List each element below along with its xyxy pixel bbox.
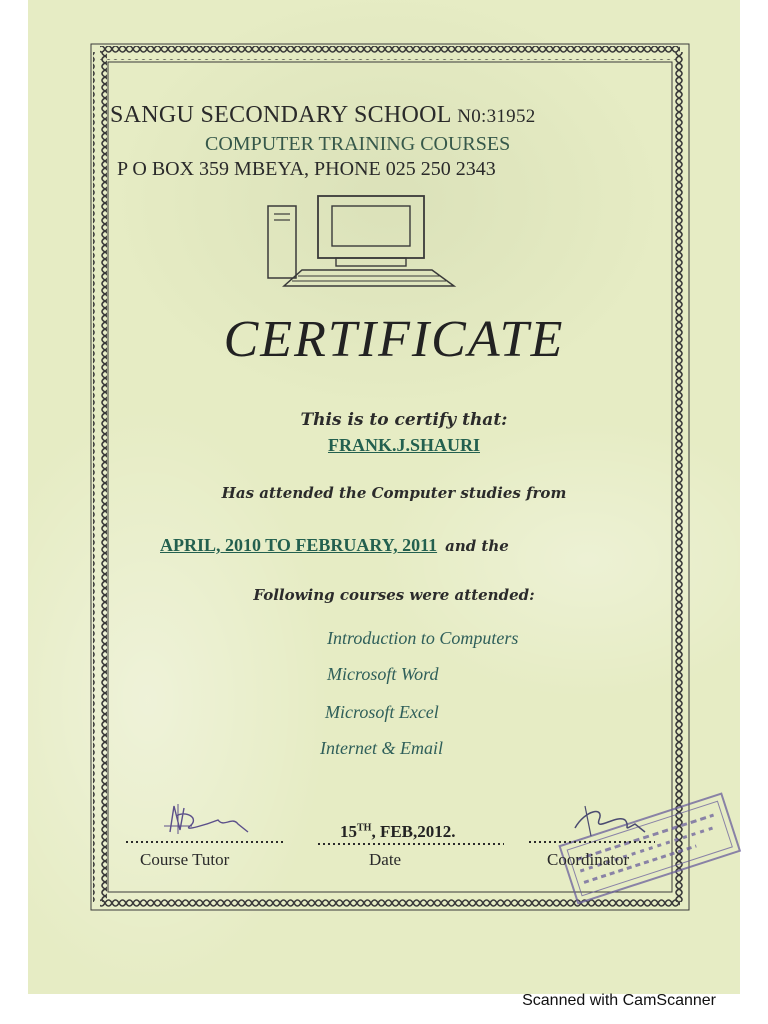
date-suffix: TH <box>357 822 372 834</box>
course-tutor-label: Course Tutor <box>140 850 230 869</box>
coordinator-label: Coordinator <box>547 850 630 869</box>
date-rest: , FEB,2012. <box>371 822 456 841</box>
certificate-title: CERTIFICATE <box>223 311 565 368</box>
computer-icon <box>262 192 462 292</box>
period-suffix: and the <box>445 537 509 555</box>
recipient-name: FRANK.J.SHAURI <box>327 435 480 455</box>
course-item: Microsoft Excel <box>325 702 439 722</box>
signature-icon <box>120 796 300 848</box>
course-item: Microsoft Word <box>327 664 439 684</box>
school-number: N0:31952 <box>457 106 536 127</box>
courses-intro: Following courses were attended: <box>253 586 535 604</box>
date-underline <box>316 840 506 848</box>
course-item: Introduction to Computers <box>327 628 519 648</box>
school-name: SANGU SECONDARY SCHOOL <box>110 102 451 128</box>
scanner-watermark: Scanned with CamScanner <box>522 992 716 1009</box>
study-period: APRIL, 2010 TO FEBRUARY, 2011 <box>160 535 438 555</box>
date-label: Date <box>369 850 402 869</box>
school-address: P O BOX 359 MBEYA, PHONE 025 250 2343 <box>117 158 496 180</box>
period-line <box>160 535 509 556</box>
attended-text: Has attended the Computer studies from <box>221 484 567 502</box>
certify-intro: This is to certify that: <box>300 410 508 430</box>
issue-date <box>340 822 456 842</box>
stamp-icon <box>525 780 745 910</box>
date-day: 15 <box>340 822 357 841</box>
school-name-line <box>110 102 536 129</box>
department-title: COMPUTER TRAINING COURSES <box>205 133 511 155</box>
course-item: Internet & Email <box>320 738 443 758</box>
